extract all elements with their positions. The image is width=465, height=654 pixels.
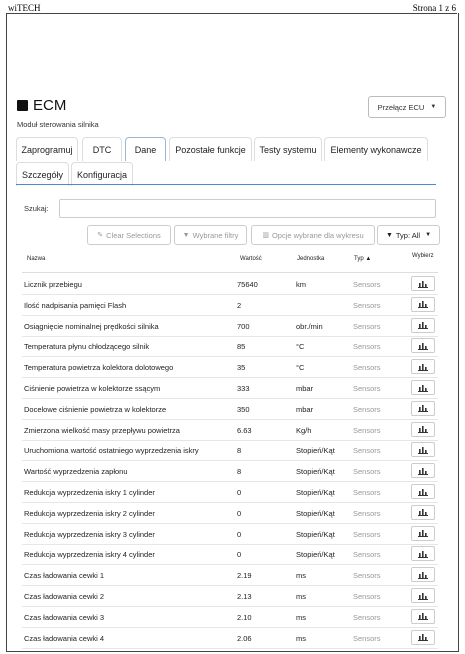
switch-ecu-label: Przełącz ECU [377,102,425,112]
row-name: Redukcja wyprzedzenia iskry 1 cylinder [24,488,155,497]
column-header-type-label: Typ [354,256,364,262]
row-value: 6.63 [237,425,252,435]
add-to-chart-button[interactable] [411,567,435,582]
row-unit: ms [296,592,306,601]
tab-elementy-wykonawcze[interactable] [324,137,428,161]
table-row [22,295,438,316]
row-type: Sensors [353,446,381,456]
bar-chart-icon: ▥ [262,232,269,239]
row-name: Temperatura powietrza kolektora dolotowego [24,363,174,373]
tab-dane[interactable] [125,137,166,161]
table-row [22,440,438,461]
table-row [22,420,438,441]
add-to-chart-button[interactable] [411,588,435,603]
bar-chart-icon [418,280,428,288]
switch-ecu-button[interactable] [368,96,446,118]
row-name: Czas ładowania cewki 2 [24,592,105,601]
tab-testy-systemu[interactable] [254,137,322,161]
table-row [22,503,438,524]
table-row [22,544,438,565]
row-type: Sensors [353,280,381,289]
bar-chart-icon [418,508,428,516]
row-name: Ciśnienie powietrza w kolektorze ssącym [24,384,161,393]
table-row [22,274,438,295]
bar-chart-icon [418,446,428,454]
row-unit: Stopień/Kąt [296,488,335,497]
table-row [22,482,438,503]
bar-chart-icon [418,612,428,620]
row-name: Uruchomiona wartość ostatniego wyprzedzenia iskry [24,446,199,456]
row-value: 2.13 [237,592,252,601]
add-to-chart-button[interactable] [411,609,435,624]
row-name: Wartość wyprzedzenia zapłonu [24,467,128,477]
row-unit: °C [296,363,305,373]
caret-down-icon: ▼ [430,104,437,110]
chart-options-button[interactable] [251,225,375,245]
row-unit: mbar [296,384,314,393]
row-name: Redukcja wyprzedzenia iskry 3 cylinder [24,529,155,539]
tab-label: DTC [92,144,112,155]
filter-icon: ▼ [385,231,393,239]
row-unit: mbar [296,404,314,414]
table-row [22,607,438,628]
row-type: Sensors [353,571,381,581]
tab-label: Szczegóły [21,169,64,180]
tab-dtc[interactable] [82,137,122,161]
type-filter-dropdown[interactable] [377,225,440,245]
table-row [22,586,438,607]
column-header-unit[interactable]: Jednostka [297,256,325,262]
row-unit: ms [296,571,306,581]
bar-chart-icon [418,342,428,350]
add-to-chart-button[interactable] [411,546,435,561]
add-to-chart-button[interactable] [411,401,435,416]
column-header-type[interactable] [354,256,371,262]
row-unit: Kg/h [296,425,312,435]
row-unit: °C [296,342,305,352]
row-unit: obr./min [296,321,323,331]
row-value: 2 [237,300,242,310]
bar-chart-icon [418,300,428,308]
row-name: Redukcja wyprzedzenia iskry 2 cylinder [24,508,155,518]
row-value: 2.19 [237,571,252,581]
row-name: Zmierzona wielkość masy przepływu powietrza [24,425,180,435]
module-subtitle: Moduł sterowania silnika [17,120,99,129]
bar-chart-icon [418,363,428,371]
add-to-chart-button[interactable] [411,380,435,395]
bar-chart-icon [418,321,428,329]
column-header-value[interactable]: Wartość [240,256,262,262]
row-value: 2.06 [237,633,252,643]
table-row [22,461,438,482]
eraser-icon: ✎ [97,232,104,239]
bar-chart-icon [418,425,428,433]
tab-szczegoly[interactable] [16,162,69,186]
add-to-chart-button[interactable] [411,338,435,353]
bar-chart-icon [418,404,428,412]
row-unit: ms [296,633,306,643]
sort-asc-icon: ▲ [365,256,372,262]
bar-chart-icon [418,592,428,600]
add-to-chart-button[interactable] [411,276,435,291]
row-name: Czas ładowania cewki 3 [24,612,105,622]
row-unit: Stopień/Kąt [296,550,335,560]
print-header-left: wiTECH [8,3,41,13]
row-unit: Stopień/Kąt [296,467,335,477]
row-unit: Stopień/Kąt [296,446,335,456]
add-to-chart-button[interactable] [411,422,435,437]
tab-konfiguracja[interactable] [71,162,133,186]
clear-selections-label: Clear Selections [106,230,161,240]
row-value: 350 [237,404,250,414]
chart-options-label: Opcje wybrane dla wykresu [271,230,364,240]
bar-chart-icon [418,488,428,496]
filter-icon: ▼ [182,231,190,239]
row-value: 0 [237,550,242,560]
tab-zaprogramuj[interactable] [16,137,78,161]
row-name: Licznik przebiegu [24,280,82,289]
table-row [22,357,438,378]
search-label: Szukaj: [24,204,49,213]
table-row [22,399,438,420]
row-type: Sensors [353,363,381,373]
row-type: Sensors [353,467,381,477]
row-name: Docelowe ciśnienie powietrza w kolektorze [24,404,167,414]
table-row [22,565,438,586]
tab-label: Pozostałe funkcje [175,144,246,155]
tab-label: Elementy wykonawcze [330,144,422,155]
row-name: Redukcja wyprzedzenia iskry 4 cylinder [24,550,155,560]
row-type: Sensors [353,488,381,497]
bar-chart-icon [418,550,428,558]
add-to-chart-button[interactable] [411,484,435,499]
add-to-chart-button[interactable] [411,526,435,541]
row-unit: Stopień/Kąt [296,508,335,518]
tab-pozostale-funkcje[interactable] [169,137,252,161]
row-unit: ms [296,612,306,622]
row-value: 2.10 [237,612,252,622]
row-value: 0 [237,488,242,497]
clear-selections-button[interactable] [87,225,171,245]
row-type: Sensors [353,633,381,643]
type-filter-label: Typ: All [395,230,421,240]
row-value: 0 [237,529,242,539]
add-to-chart-button[interactable] [411,318,435,333]
search-input[interactable] [59,199,436,218]
bar-chart-icon [418,467,428,475]
add-to-chart-button[interactable] [411,630,435,645]
table-row [22,628,438,649]
row-name: Ilość nadpisania pamięci Flash [24,300,127,310]
column-header-choose: Wybierz [412,253,434,259]
row-value: 700 [237,321,250,331]
table-row [22,316,438,337]
row-value: 85 [237,342,246,352]
row-value: 8 [237,467,242,477]
row-type: Sensors [353,300,381,310]
table-row [22,378,438,399]
tab-label: Dane [134,144,157,155]
add-to-chart-button[interactable] [411,359,435,374]
row-name: Osiągnięcie nominalnej prędkości silnika [24,321,159,331]
caret-down-icon: ▼ [425,232,432,238]
row-name: Czas ładowania cewki 4 [24,633,105,643]
row-unit: km [296,280,306,289]
add-to-chart-button[interactable] [411,297,435,312]
row-type: Sensors [353,612,381,622]
tab-label: Testy systemu [259,144,317,155]
print-header-right: Strona 1 z 6 [412,3,456,13]
row-type: Sensors [353,342,381,352]
row-type: Sensors [353,404,381,414]
bar-chart-icon [418,571,428,579]
selected-filters-label: Wybrane filtry [192,230,239,240]
row-value: 75640 [237,280,258,289]
row-type: Sensors [353,425,381,435]
tabs-underline [16,184,436,185]
header-divider [22,272,438,273]
row-name: Temperatura płynu chłodzącego silnik [24,342,150,352]
module-square-icon [17,100,28,111]
row-type: Sensors [353,550,381,560]
row-type: Sensors [353,384,381,393]
bar-chart-icon [418,633,428,641]
bar-chart-icon [418,384,428,392]
row-value: 8 [237,446,242,456]
module-title [17,97,66,114]
row-type: Sensors [353,508,381,518]
column-header-name[interactable]: Nazwa [27,256,46,262]
selected-filters-button[interactable] [174,225,247,245]
row-type: Sensors [353,529,381,539]
tab-label: Zaprogramuj [21,144,73,155]
tab-label: Konfiguracja [76,169,128,180]
row-value: 0 [237,508,242,518]
row-type: Sensors [353,321,381,331]
add-to-chart-button[interactable] [411,463,435,478]
row-type: Sensors [353,592,381,601]
row-unit: Stopień/Kąt [296,529,335,539]
add-to-chart-button[interactable] [411,442,435,457]
module-title-text: ECM [33,97,67,114]
row-value: 333 [237,384,250,393]
table-row [22,524,438,545]
row-name: Czas ładowania cewki 1 [24,571,105,581]
table-row [22,336,438,357]
add-to-chart-button[interactable] [411,505,435,520]
row-value: 35 [237,363,246,373]
bar-chart-icon [418,529,428,537]
